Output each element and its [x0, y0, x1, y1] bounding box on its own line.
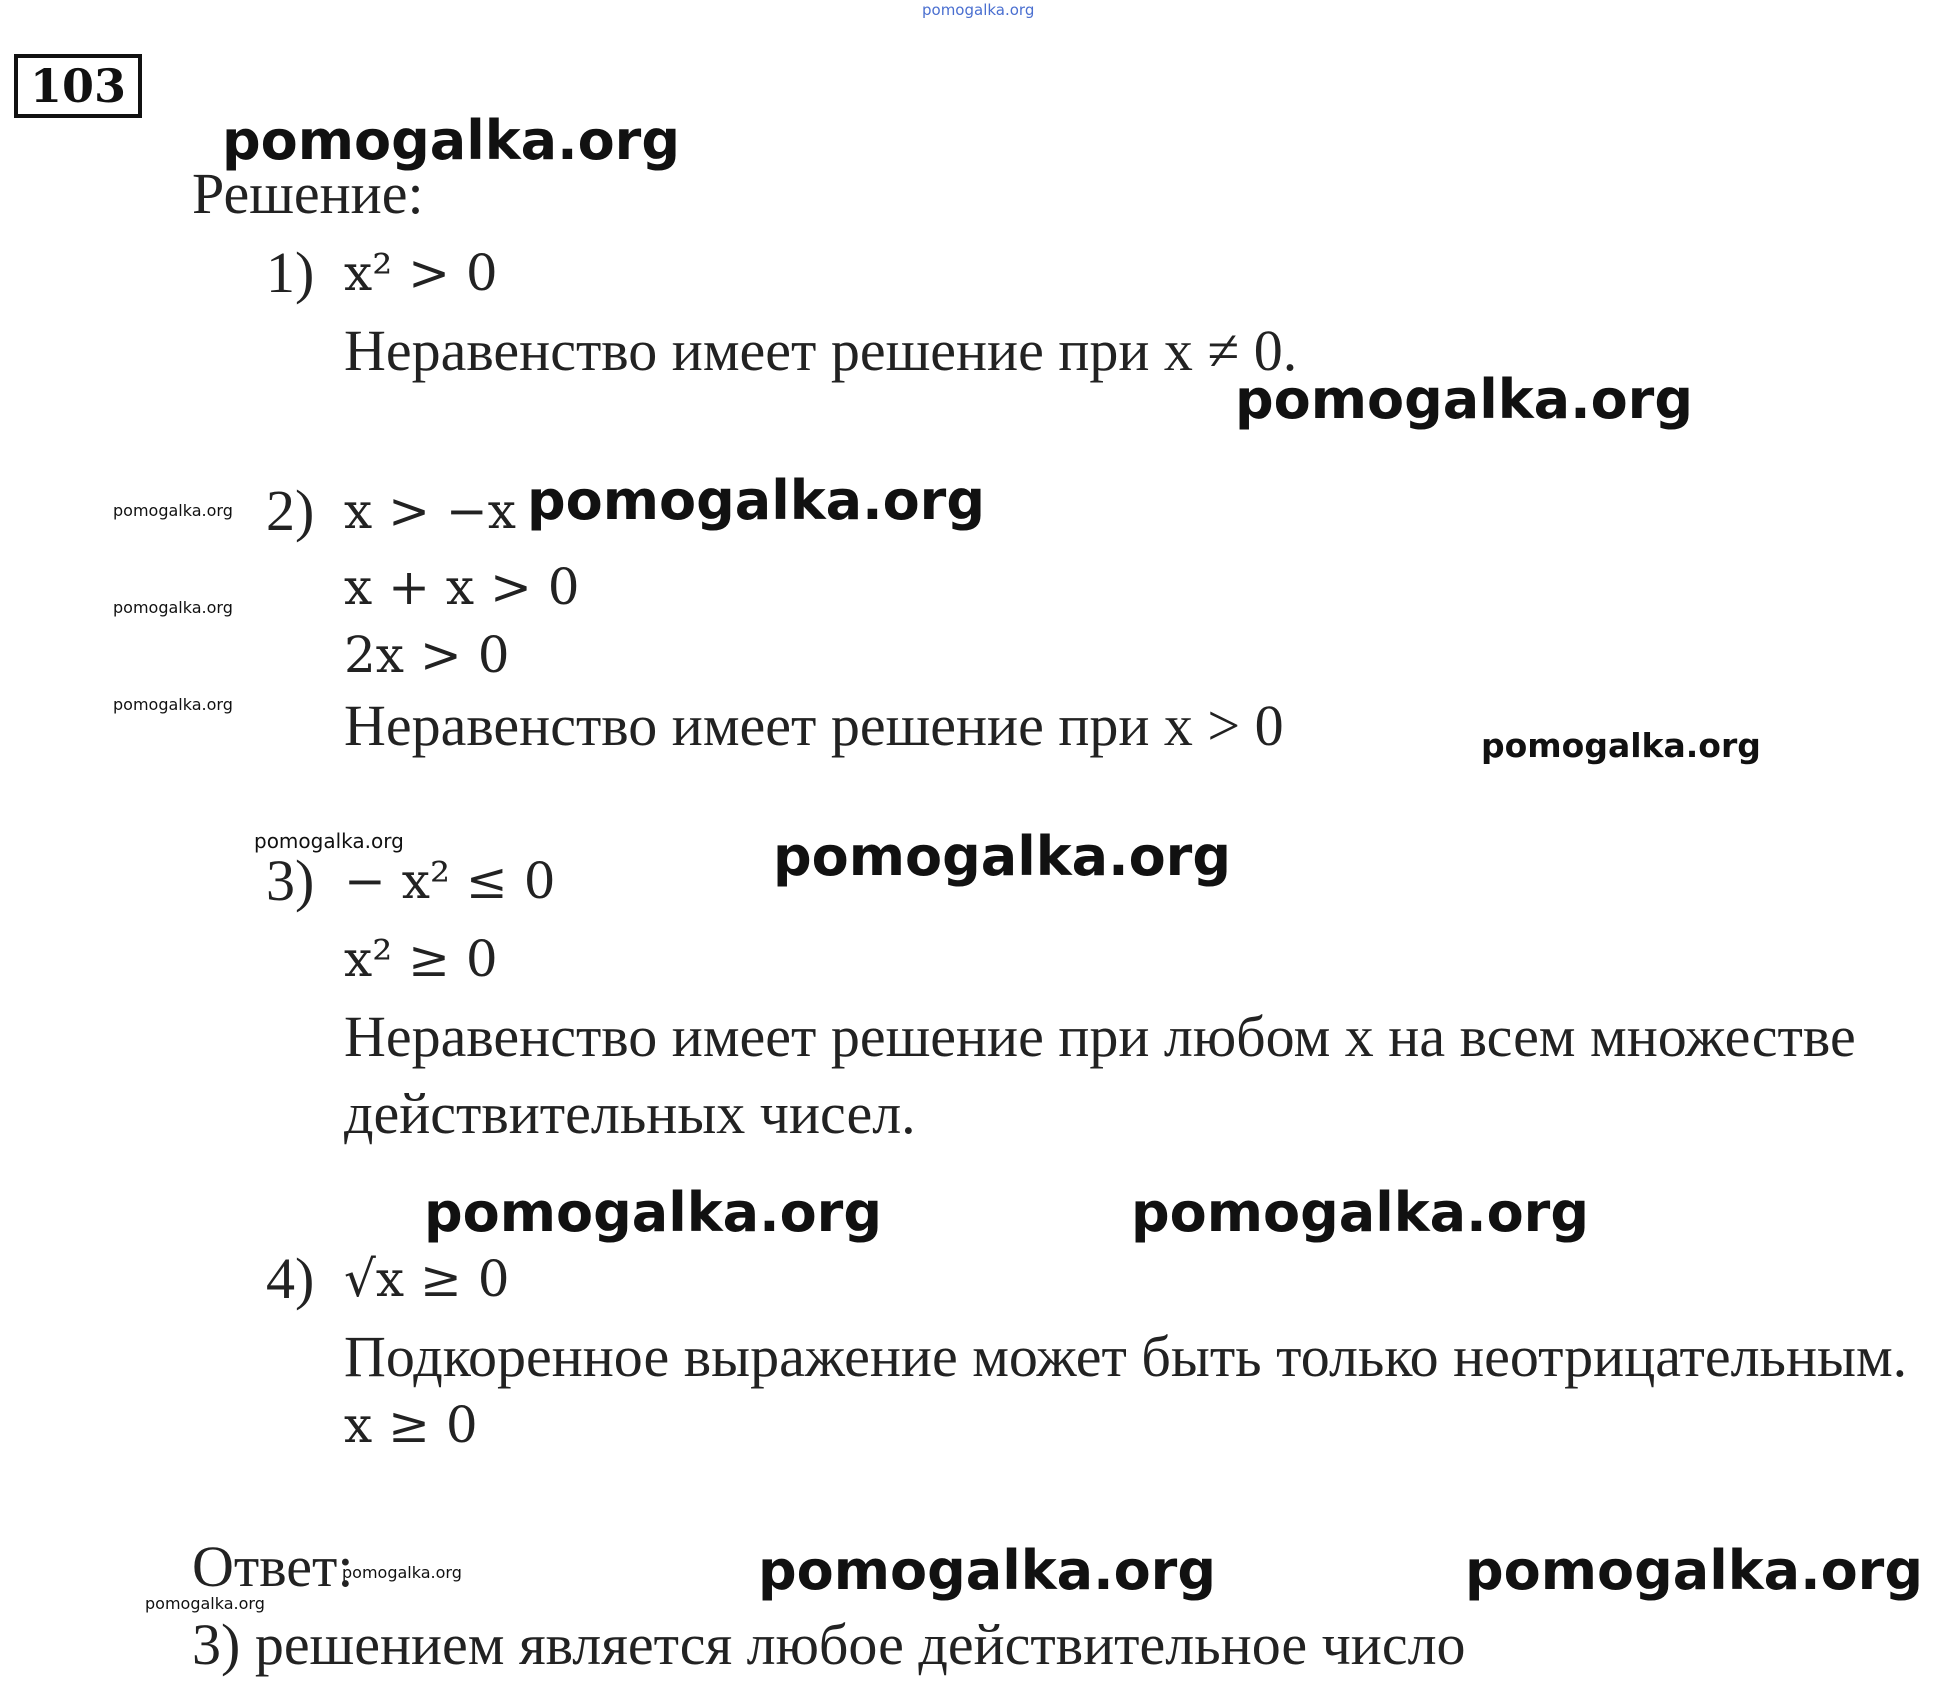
watermark: pomogalka.org	[113, 598, 233, 617]
watermark: pomogalka.org	[145, 1594, 265, 1613]
watermark: pomogalka.org	[758, 1539, 1216, 1602]
watermark: pomogalka.org	[254, 829, 404, 853]
watermark: pomogalka.org	[1481, 726, 1761, 765]
item-label: 4)	[266, 1246, 315, 1311]
math-line: x ≥ 0	[344, 1396, 478, 1454]
item-comment: Неравенство имеет решение при x ≠ 0.	[344, 318, 1298, 383]
item-comment: Подкоренное выражение может быть только неотрицательным.	[344, 1324, 1908, 1389]
watermark: pomogalka.org	[342, 1563, 462, 1582]
watermark: pomogalka.org	[773, 825, 1231, 888]
math-line: 2x > 0	[344, 626, 510, 684]
watermark: pomogalka.org	[1465, 1539, 1923, 1602]
answer-heading: Ответ:	[192, 1534, 354, 1599]
math-line: x > −x	[344, 482, 516, 540]
math-line: x + x > 0	[344, 558, 580, 616]
watermark: pomogalka.org	[222, 109, 680, 172]
item-comment: действительных чисел.	[344, 1081, 916, 1146]
item-comment: Неравенство имеет решение при x > 0	[344, 693, 1284, 758]
item-comment: Неравенство имеет решение при любом x на всем множестве	[344, 1004, 1856, 1069]
watermark: pomogalka.org	[113, 695, 233, 714]
watermark: pomogalka.org	[1131, 1181, 1589, 1244]
watermark: pomogalka.org	[1235, 368, 1693, 431]
math-line: x² ≥ 0	[344, 930, 498, 988]
item-label: 3)	[266, 848, 315, 913]
item-label: 1)	[266, 240, 315, 305]
solution-heading: Решение:	[192, 161, 424, 226]
watermark: pomogalka.org	[113, 501, 233, 520]
answer-text: 3) решением является любое действительное число	[192, 1612, 1466, 1677]
item-label: 2)	[266, 478, 315, 543]
math-line: √x ≥ 0	[344, 1250, 510, 1308]
problem-number: 103	[14, 54, 142, 118]
math-line: x² > 0	[344, 244, 498, 302]
math-line: − x² ≤ 0	[344, 852, 556, 910]
watermark-top: pomogalka.org	[922, 1, 1035, 19]
watermark: pomogalka.org	[424, 1181, 882, 1244]
watermark: pomogalka.org	[527, 469, 985, 532]
